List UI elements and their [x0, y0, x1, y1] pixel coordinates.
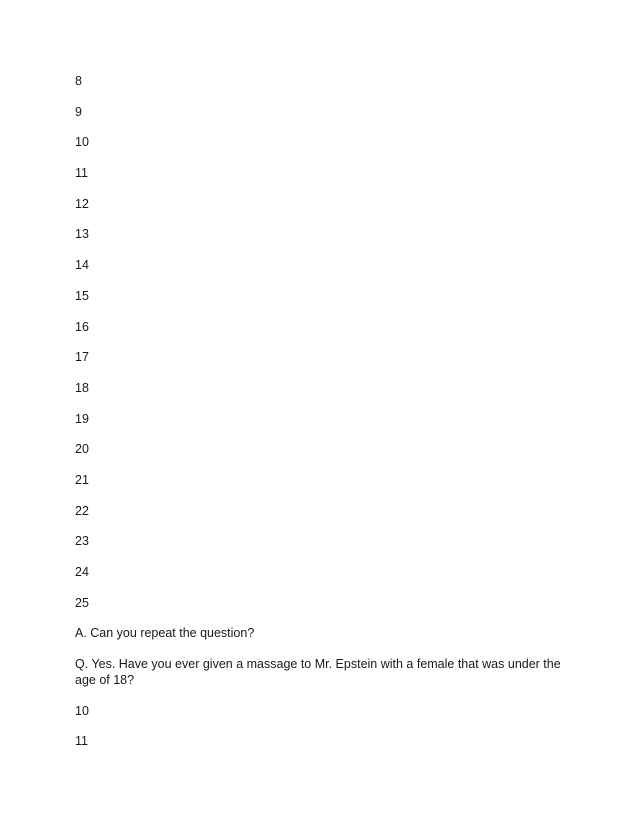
line-number: 25	[75, 595, 89, 610]
line-number: 9	[75, 104, 82, 119]
line-number: 15	[75, 288, 89, 303]
line-number: 13	[75, 227, 89, 242]
line-number: 24	[75, 565, 89, 579]
line-number: 11	[75, 734, 88, 749]
line-number: 14	[75, 258, 89, 273]
line-number: 10	[75, 135, 89, 150]
line-number: 20	[75, 442, 89, 457]
line-number: 21	[75, 472, 89, 487]
question-paragraph: Q. Yes. Have you ever given a massage to Mr. Epstein with a female that was under the age of 18?	[75, 657, 561, 688]
line-number: 12	[75, 196, 89, 211]
line-number: 8	[75, 74, 82, 88]
line-number: 10	[75, 703, 89, 718]
line-number: 19	[75, 411, 89, 426]
line-number: 11	[75, 166, 88, 181]
line-number: 22	[75, 503, 89, 518]
transcript-body	[75, 73, 565, 764]
line-number: 18	[75, 380, 89, 395]
line-number: 23	[75, 534, 89, 549]
line-number: 16	[75, 319, 89, 334]
line-number: 17	[75, 350, 89, 365]
answer-paragraph: A. Can you repeat the question?	[75, 626, 255, 641]
